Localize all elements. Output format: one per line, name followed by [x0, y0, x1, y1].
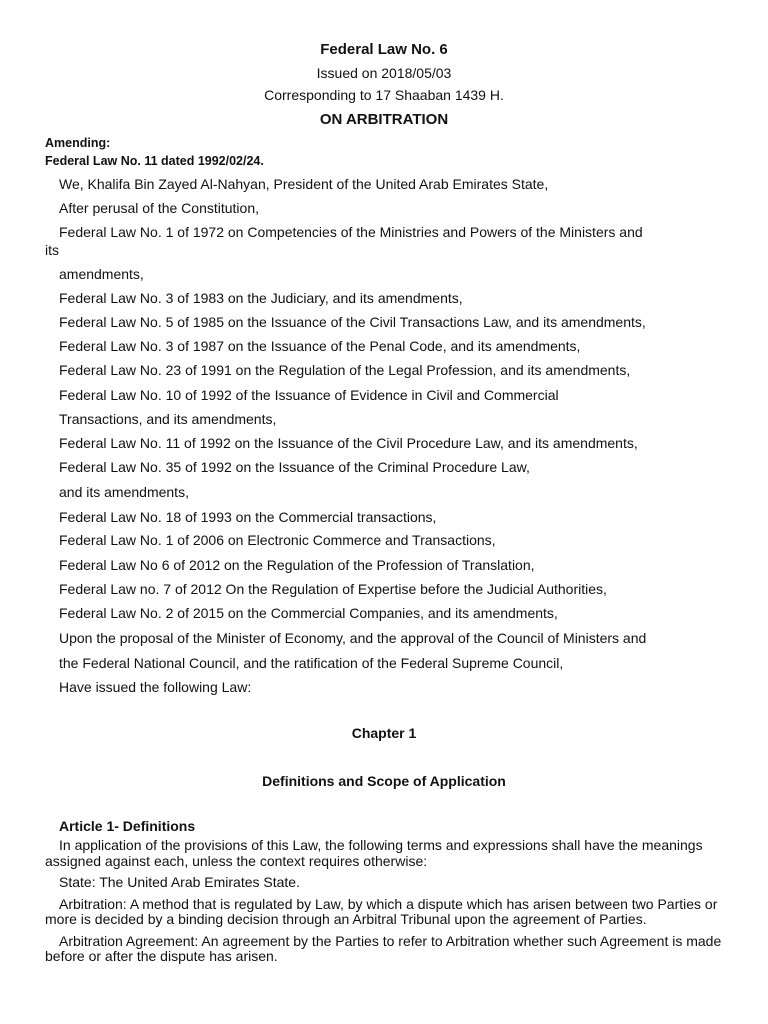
preamble-line: Federal Law No. 10 of 1992 of the Issuance of Evidence in Civil and Commercial — [59, 387, 559, 403]
preamble-line: Federal Law No. 3 of 1987 on the Issuance of the Penal Code, and its amendments, — [59, 338, 581, 354]
amended-law: Federal Law No. 11 dated 1992/02/24. — [45, 154, 264, 168]
article-paragraph: Arbitration: A method that is regulated by Law, by which a dispute which has arisen between two Parties or more is decided by a binding decision through an Arbitral Tribunal upon the agreement of Parties. — [45, 895, 718, 927]
preamble-line: Transactions, and its amendments, — [59, 411, 277, 427]
article-body — [45, 838, 735, 965]
law-subject: ON ARBITRATION — [319, 111, 449, 128]
preamble-line: Federal Law No. 5 of 1985 on the Issuance of the Civil Transactions Law, and its amendments, — [59, 314, 646, 330]
preamble-line: Federal Law No. 1 of 1972 on Competencies of the Ministries and Powers of the Ministers and — [59, 224, 643, 240]
preamble-line: its — [45, 242, 59, 258]
preamble-line: Federal Law No. 2 of 2015 on the Commercial Companies, and its amendments, — [59, 605, 558, 621]
chapter-label: Chapter 1 — [351, 725, 417, 741]
article-paragraph: State: The United Arab Emirates State. — [59, 874, 300, 890]
preamble-line: Federal Law No. 11 of 1992 on the Issuance of the Civil Procedure Law, and its amendments, — [59, 435, 638, 451]
article-heading: Article 1- Definitions — [59, 818, 196, 834]
amending-label: Amending: — [45, 136, 111, 150]
law-title: Federal Law No. 6 — [320, 41, 448, 58]
preamble-line: and its amendments, — [59, 484, 189, 500]
preamble-line: Federal Law No. 3 of 1983 on the Judiciary, and its amendments, — [59, 290, 463, 306]
preamble-line: Federal Law No. 1 of 2006 on Electronic Commerce and Transactions, — [59, 532, 496, 548]
article-paragraph: In application of the provisions of this Law, the following terms and expressions shall have the meanings assigned against each, unless the context requires otherwise: — [45, 837, 703, 869]
preamble-line: We, Khalifa Bin Zayed Al-Nahyan, President of the United Arab Emirates State, — [59, 176, 549, 192]
preamble-line: Federal Law No 6 of 2012 on the Regulation of the Profession of Translation, — [59, 557, 535, 573]
preamble-line: Have issued the following Law: — [59, 679, 252, 695]
issue-date: Issued on 2018/05/03 — [316, 65, 452, 81]
preamble-line: Federal Law No. 23 of 1991 on the Regulation of the Legal Profession, and its amendments, — [59, 362, 631, 378]
article-paragraph: Arbitration Agreement: An agreement by the Parties to refer to Arbitration whether such Agreement is made before or after the dispute has arisen. — [45, 932, 722, 964]
preamble-line: the Federal National Council, and the ratification of the Federal Supreme Council, — [59, 655, 564, 671]
preamble-line: Upon the proposal of the Minister of Economy, and the approval of the Council of Ministers and — [59, 630, 647, 646]
preamble-line: Federal Law no. 7 of 2012 On the Regulation of Expertise before the Judicial Authorities, — [59, 581, 607, 597]
preamble-line: Federal Law No. 35 of 1992 on the Issuance of the Criminal Procedure Law, — [59, 459, 530, 475]
preamble-line: Federal Law No. 18 of 1993 on the Commercial transactions, — [59, 509, 437, 525]
preamble-line: After perusal of the Constitution, — [59, 200, 259, 216]
chapter-title: Definitions and Scope of Application — [262, 773, 506, 789]
preamble-line: amendments, — [59, 266, 144, 282]
hijri-date: Corresponding to 17 Shaaban 1439 H. — [264, 87, 504, 103]
